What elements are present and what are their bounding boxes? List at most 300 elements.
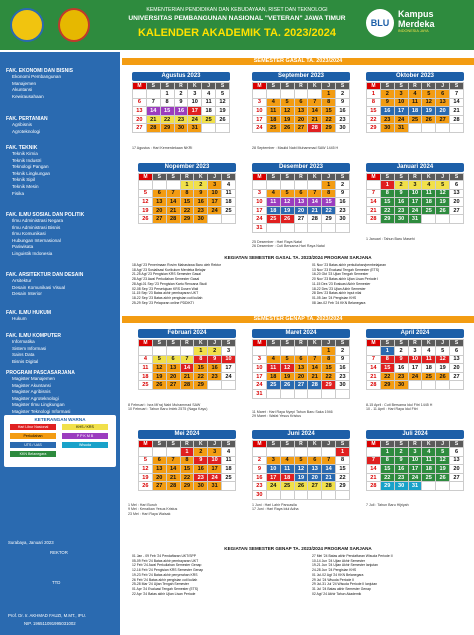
day-cell: 12 — [436, 355, 450, 364]
day-cell: 17 — [266, 473, 280, 482]
day-cell: 28 — [308, 124, 322, 133]
day-cell: 23 — [253, 482, 267, 491]
kampus-text: Kampus — [398, 9, 434, 19]
day-cell: 20 — [436, 107, 450, 116]
day-cell: 6 — [450, 448, 464, 457]
faculty-section — [6, 333, 61, 365]
holiday-note: 11 Maret : Hari Raya Nyepi Tahun Baru Saka 1946 — [252, 410, 333, 414]
day-cell: 13 — [436, 98, 450, 107]
month-grid — [138, 440, 236, 491]
weekday-header: S — [336, 174, 350, 181]
day-cell: 31 — [394, 124, 408, 133]
day-cell: 19 — [294, 473, 308, 482]
kegiatan-item: 25-29 Sep '23 Pelaporan online PDDIKTI — [132, 300, 194, 305]
day-cell: 10 — [408, 355, 422, 364]
faculty-title: FAK. ILMU HUKUM — [6, 310, 51, 316]
day-cell — [253, 347, 267, 356]
weekday-header: S — [166, 340, 180, 347]
calendar-januari-2024 — [366, 163, 464, 224]
weekday-header: S — [280, 441, 294, 448]
day-cell: 7 — [367, 456, 381, 465]
weekday-header: S — [266, 441, 280, 448]
ministry-title: KEMENTERIAN PENDIDIKAN DAN KEBUDAYAAN, RISET DAN TEKNOLOGI — [146, 7, 328, 13]
day-cell: 9 — [336, 355, 350, 364]
day-cell: 11 — [266, 107, 280, 116]
day-cell: 14 — [322, 465, 336, 474]
semester-gasal-band: SEMESTER GASAL TA. 2023/2024 — [122, 58, 474, 65]
notes-januari-2024 — [366, 237, 464, 241]
day-cell: 1 — [336, 448, 350, 457]
day-cell — [280, 490, 294, 499]
holiday-note: 23 Mei : Hari Raya Waisak — [128, 511, 171, 516]
kegiatan-item: 28 Agt-01 Sep '23 Pengisian Kartu Rencana Studi — [132, 281, 207, 286]
program-item: Hukum — [12, 316, 27, 321]
legend-panel — [4, 415, 116, 467]
day-cell: 17 — [408, 465, 422, 474]
day-cell: 27 — [450, 206, 464, 215]
day-cell: 15 — [336, 465, 350, 474]
day-cell: 14 — [367, 465, 381, 474]
day-cell: 30 — [394, 482, 408, 491]
day-cell: 5 — [280, 189, 294, 198]
day-cell: 20 — [294, 206, 308, 215]
month-title: Maret 2024 — [252, 329, 350, 338]
weekday-header: S — [394, 83, 408, 90]
day-cell: 23 — [336, 206, 350, 215]
weekday-header: K — [188, 83, 202, 90]
weekday-header: S — [450, 83, 464, 90]
day-cell: 22 — [194, 372, 208, 381]
day-cell: 11 — [222, 189, 236, 198]
day-cell: 21 — [308, 115, 322, 124]
faculty-sidebar — [0, 52, 120, 635]
month-grid — [138, 339, 236, 390]
day-cell: 2 — [394, 448, 408, 457]
day-cell: 27 — [133, 124, 147, 133]
weekday-header: K — [422, 174, 436, 181]
day-cell: 15 — [367, 107, 381, 116]
day-cell: 26 — [280, 124, 294, 133]
day-cell: 6 — [450, 181, 464, 190]
kegiatan-item: 01 Jul-02 Agt '24 KKN Belanegara — [312, 572, 364, 577]
kegiatan-item: 11-15 Sep '23 Batas akhir pembayaran UKT — [132, 291, 199, 296]
day-cell: 21 — [322, 473, 336, 482]
day-cell: 25 — [222, 206, 236, 215]
day-cell: 6 — [436, 90, 450, 99]
weekday-header: S — [266, 340, 280, 347]
day-cell: 27 — [294, 124, 308, 133]
kegiatan-item: 19-21 Jun '24 Ujian Akhir Semester lanjutan — [312, 563, 378, 568]
weekday-header: S — [152, 174, 166, 181]
day-cell — [253, 448, 267, 457]
day-cell: 16 — [336, 107, 350, 116]
day-cell: 7 — [308, 98, 322, 107]
day-cell: 23 — [394, 206, 408, 215]
day-cell: 15 — [194, 364, 208, 373]
day-cell: 18 — [222, 465, 236, 474]
kegiatan-item: 01-05 Jan '24 Pengisian KHS — [312, 295, 357, 300]
month-title: Desember 2023 — [252, 163, 350, 172]
weekday-header: K — [422, 441, 436, 448]
day-cell: 6 — [294, 189, 308, 198]
day-cell — [280, 181, 294, 190]
day-cell: 17 — [188, 107, 202, 116]
day-cell: 30 — [253, 490, 267, 499]
day-cell — [253, 90, 267, 99]
day-cell: 6 — [152, 189, 166, 198]
holiday-note: 17 Agustus : Hari Kemerdekaan NKRI — [132, 146, 193, 150]
blu-logo-text: BLU — [370, 18, 390, 28]
day-cell: 1 — [180, 181, 194, 190]
day-cell: 20 — [294, 115, 308, 124]
day-cell: 14 — [308, 364, 322, 373]
day-cell: 17 — [253, 206, 267, 215]
day-cell — [308, 223, 322, 232]
weekday-header: J — [208, 174, 222, 181]
weekday-header: S — [336, 441, 350, 448]
weekday-header: K — [308, 340, 322, 347]
day-cell — [208, 381, 222, 390]
day-cell: 24 — [253, 381, 267, 390]
day-cell: 13 — [450, 189, 464, 198]
day-cell — [152, 347, 166, 356]
day-cell: 30 — [336, 124, 350, 133]
holiday-note: 25 Desember : Hari Raya Natal — [252, 240, 302, 244]
legend-kkn: KKN Belanegara — [10, 451, 56, 457]
calendar-april-2024 — [366, 329, 464, 390]
day-cell — [422, 482, 436, 491]
day-cell: 1 — [380, 347, 394, 356]
day-cell — [280, 90, 294, 99]
day-cell: 15 — [322, 107, 336, 116]
faculty-title: PROGRAM PASCASARJANA — [6, 370, 75, 376]
day-cell: 26 — [294, 482, 308, 491]
month-grid — [366, 82, 464, 133]
day-cell: 19 — [216, 107, 230, 116]
day-cell: 5 — [436, 448, 450, 457]
day-cell: 4 — [222, 181, 236, 190]
day-cell: 20 — [152, 206, 166, 215]
weekday-header: S — [280, 83, 294, 90]
weekday-header: K — [308, 83, 322, 90]
weekday-header: R — [294, 83, 308, 90]
day-cell: 14 — [180, 364, 194, 373]
kegiatan-item: 18 Agt '23 Penerimaan Rovim Mahasiswa Baru oleh Rektor — [132, 263, 222, 267]
day-cell: 10 — [253, 364, 267, 373]
day-cell: 27 — [152, 215, 166, 224]
day-cell: 31 — [188, 124, 202, 133]
kegiatan-item: 01 Jan - 09 Feb '24 Pendaftaran UKT/SPP — [132, 554, 196, 558]
month-grid — [252, 440, 350, 500]
day-cell: 19 — [139, 473, 153, 482]
day-cell: 28 — [367, 215, 381, 224]
day-cell — [222, 482, 236, 491]
day-cell: 26 — [280, 215, 294, 224]
day-cell: 4 — [202, 90, 216, 99]
weekday-header: M — [367, 441, 381, 448]
day-cell: 21 — [166, 473, 180, 482]
day-cell: 27 — [166, 381, 180, 390]
holiday-note: 8-15 April : Cuti Bersama Idul Fitri 1445 H — [366, 403, 433, 407]
day-cell — [294, 90, 308, 99]
kegiatan-item: 11-15 Des '23 Evaluasi Akhir Semester — [312, 281, 371, 286]
day-cell: 16 — [194, 465, 208, 474]
month-grid — [252, 339, 350, 399]
day-cell: 16 — [380, 107, 394, 116]
day-cell: 12 — [280, 364, 294, 373]
day-cell: 3 — [266, 456, 280, 465]
day-cell: 15 — [380, 364, 394, 373]
weekday-header: R — [408, 340, 422, 347]
calendar-juli-2024 — [366, 430, 464, 491]
day-cell: 4 — [280, 456, 294, 465]
day-cell: 24 — [222, 372, 236, 381]
day-cell — [322, 490, 336, 499]
calendar-februari-2024 — [138, 329, 236, 390]
semester-genap-band: SEMESTER GENAP TA. 2023/2024 — [122, 316, 474, 323]
holiday-note: 29 Maret : Wafat Yesus Kristus — [252, 414, 302, 419]
month-grid — [366, 173, 464, 224]
day-cell — [266, 490, 280, 499]
day-cell: 6 — [133, 98, 147, 107]
day-cell — [408, 124, 422, 133]
day-cell: 30 — [336, 381, 350, 390]
day-cell: 9 — [194, 456, 208, 465]
day-cell: 30 — [394, 215, 408, 224]
kegiatan-item: 18-22 Des '23 Ujian Akhir Semester — [312, 286, 366, 291]
month-title: April 2024 — [366, 329, 464, 338]
notes-september-2023 — [252, 146, 350, 150]
weekday-header: K — [308, 174, 322, 181]
day-cell — [152, 181, 166, 190]
calendar-maret-2024 — [252, 329, 350, 399]
faculty-section — [6, 116, 48, 135]
day-cell — [308, 448, 322, 457]
weekday-header: J — [436, 340, 450, 347]
day-cell: 22 — [380, 473, 394, 482]
month-grid — [366, 440, 464, 491]
day-cell: 16 — [174, 107, 188, 116]
program-item: Magister Teknologi Informasi — [12, 408, 71, 414]
faculty-title: FAK. EKONOMI DAN BISNIS — [6, 68, 73, 74]
day-cell — [280, 223, 294, 232]
day-cell — [422, 124, 436, 133]
day-cell: 7 — [308, 189, 322, 198]
kegiatan-item: 27 Mei '24 Batas akhir Pendaftaran Wisuda Periode II — [312, 554, 393, 558]
day-cell: 13 — [294, 364, 308, 373]
day-cell: 26 — [436, 473, 450, 482]
legend-khs-krs: KHS / KRS — [62, 424, 108, 430]
weekday-header: J — [202, 83, 216, 90]
day-cell: 21 — [367, 206, 381, 215]
day-cell — [436, 381, 450, 390]
weekday-header: S — [222, 441, 236, 448]
calendar-oktober-2023 — [366, 72, 464, 133]
day-cell: 13 — [294, 107, 308, 116]
day-cell: 5 — [216, 90, 230, 99]
weekday-header: K — [422, 340, 436, 347]
day-cell: 22 — [160, 115, 174, 124]
day-cell — [266, 347, 280, 356]
day-cell: 11 — [422, 189, 436, 198]
signature-ttd: TTD — [52, 580, 61, 585]
weekday-header: S — [222, 340, 236, 347]
day-cell: 8 — [367, 98, 381, 107]
faculty-section — [6, 272, 83, 298]
indonesia-jaya-text: INDONESIA JAYA — [398, 29, 429, 33]
weekday-header: S — [450, 340, 464, 347]
day-cell — [280, 448, 294, 457]
day-cell: 15 — [322, 364, 336, 373]
kegiatan-gasal-left — [132, 263, 302, 305]
day-cell — [436, 124, 450, 133]
day-cell: 14 — [308, 107, 322, 116]
day-cell — [152, 448, 166, 457]
day-cell: 22 — [380, 206, 394, 215]
day-cell: 24 — [208, 206, 222, 215]
weekday-header: R — [294, 174, 308, 181]
day-cell: 6 — [166, 355, 180, 364]
day-cell: 5 — [436, 181, 450, 190]
day-cell: 23 — [380, 115, 394, 124]
university-title: UNIVERSITAS PEMBANGUNAN NASIONAL "VETERAN" JAWA TIMUR — [128, 15, 346, 22]
day-cell: 7 — [367, 189, 381, 198]
holiday-note: 10 - 11 April : Hari Raya Idul Fitri — [366, 407, 418, 412]
weekday-header: R — [174, 83, 188, 90]
kegiatan-item: 18-22 Sep '23 Batas akhir pengisian cuti kuliah — [132, 295, 203, 300]
day-cell: 18 — [139, 372, 153, 381]
day-cell: 23 — [336, 372, 350, 381]
day-cell: 11 — [222, 456, 236, 465]
day-cell: 8 — [380, 355, 394, 364]
kegiatan-item: 20 Nov '23 Batas akhir Ujian Lisan Periode I — [312, 277, 379, 282]
day-cell: 28 — [146, 124, 160, 133]
day-cell — [294, 389, 308, 398]
day-cell: 1 — [380, 448, 394, 457]
day-cell: 10 — [253, 198, 267, 207]
day-cell: 28 — [166, 215, 180, 224]
day-cell: 14 — [367, 364, 381, 373]
day-cell: 1 — [322, 181, 336, 190]
day-cell: 19 — [436, 364, 450, 373]
day-cell — [139, 448, 153, 457]
day-cell: 11 — [422, 355, 436, 364]
weekday-header: M — [253, 441, 267, 448]
day-cell: 18 — [408, 107, 422, 116]
day-cell: 17 — [208, 465, 222, 474]
kegiatan-item: 22 Apr '24 Batas akhir Ujian Lisan Periode — [132, 591, 196, 596]
day-cell: 23 — [336, 115, 350, 124]
day-cell: 20 — [294, 372, 308, 381]
day-cell — [133, 90, 147, 99]
legend-perkuliahan: Perkuliahan — [10, 433, 56, 439]
kegiatan-item: 05-09 Feb '24 Batas akhir pembayaran UKT — [132, 558, 199, 563]
program-item: Ilmu Komunikasi — [12, 231, 46, 237]
faculty-title: FAK. ARSITEKTUR DAN DESAIN — [6, 272, 84, 278]
month-grid — [252, 82, 350, 133]
month-title: Mei 2024 — [138, 430, 236, 439]
day-cell — [139, 181, 153, 190]
day-cell: 12 — [280, 198, 294, 207]
day-cell: 22 — [336, 473, 350, 482]
day-cell: 3 — [408, 347, 422, 356]
day-cell: 31 — [408, 482, 422, 491]
day-cell: 3 — [408, 181, 422, 190]
day-cell: 9 — [394, 355, 408, 364]
kegiatan-item: 28 Des '23 Batas akhir input nilai — [312, 291, 362, 296]
day-cell: 10 — [408, 456, 422, 465]
program-item: Manajemen — [12, 80, 37, 86]
day-cell: 9 — [336, 98, 350, 107]
day-cell — [336, 490, 350, 499]
day-cell — [322, 223, 336, 232]
day-cell: 15 — [380, 198, 394, 207]
legend-ppkmb: P P K M B — [62, 433, 108, 439]
day-cell: 27 — [450, 372, 464, 381]
faculty-title: FAK. ILMU SOSIAL DAN POLITIK — [6, 212, 85, 218]
faculty-section — [6, 310, 51, 323]
legend-wisuda: Wisuda — [62, 442, 108, 448]
day-cell: 21 — [367, 473, 381, 482]
program-item: Magister Ilmu Lingkungan — [12, 402, 65, 408]
day-cell: 12 — [294, 465, 308, 474]
day-cell: 7 — [180, 355, 194, 364]
kegiatan-gasal — [122, 255, 474, 305]
day-cell: 14 — [450, 98, 464, 107]
day-cell: 25 — [422, 206, 436, 215]
day-cell: 25 — [266, 381, 280, 390]
day-cell: 2 — [336, 181, 350, 190]
weekday-header: S — [166, 174, 180, 181]
day-cell — [436, 482, 450, 491]
month-title: Nopember 2023 — [138, 163, 236, 172]
day-cell: 2 — [394, 347, 408, 356]
day-cell: 25 — [222, 473, 236, 482]
day-cell: 29 — [322, 381, 336, 390]
kegiatan-item: 19-23 Feb '24 Batas akhir penyerahan KRS — [132, 572, 198, 577]
day-cell — [266, 181, 280, 190]
program-item: Desain Komunikasi Visual — [12, 284, 66, 290]
day-cell: 14 — [308, 198, 322, 207]
day-cell: 8 — [322, 98, 336, 107]
day-cell: 4 — [266, 98, 280, 107]
day-cell: 13 — [133, 107, 147, 116]
weekday-header: K — [422, 83, 436, 90]
day-cell — [166, 448, 180, 457]
weekday-header: M — [139, 340, 153, 347]
day-cell — [450, 124, 464, 133]
weekday-header: K — [308, 441, 322, 448]
day-cell: 14 — [166, 198, 180, 207]
program-item: Teknik Mesin — [12, 183, 39, 189]
day-cell: 16 — [253, 473, 267, 482]
day-cell: 1 — [380, 181, 394, 190]
calendar-nopember-2023 — [138, 163, 236, 224]
day-cell — [146, 90, 160, 99]
day-cell: 18 — [266, 206, 280, 215]
day-cell: 7 — [166, 456, 180, 465]
weekday-header: K — [194, 441, 208, 448]
day-cell: 28 — [450, 115, 464, 124]
holiday-note: 1 Juni : Hari Lahir Pancasila — [252, 503, 297, 507]
day-cell: 17 — [408, 364, 422, 373]
day-cell: 21 — [308, 206, 322, 215]
program-item: Fisika — [12, 190, 24, 196]
program-item: Teknik Industri — [12, 157, 42, 163]
day-cell: 4 — [222, 448, 236, 457]
program-item: Linguistik Indonesia — [12, 250, 53, 256]
day-cell: 7 — [166, 189, 180, 198]
